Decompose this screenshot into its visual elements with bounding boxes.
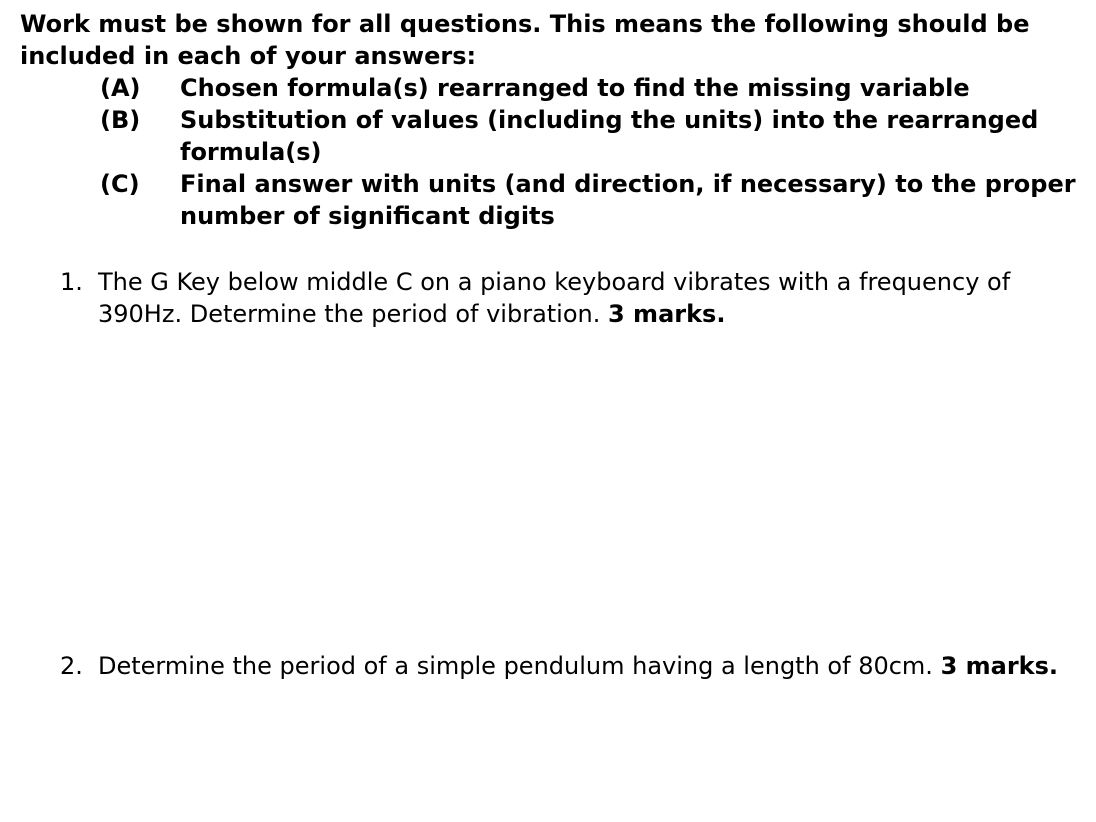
requirement-a <box>20 72 1080 104</box>
question-body <box>98 266 1070 330</box>
requirements-list <box>20 72 1080 232</box>
question-text: Determine the period of a simple pendulum having a length of 80cm. <box>98 652 941 680</box>
requirement-text: Substitution of values (including the units) into the rearranged formula(s) <box>180 106 1039 166</box>
requirement-c <box>20 168 1080 232</box>
question-number: 1. <box>60 268 83 296</box>
question-2 <box>60 650 1070 682</box>
question-number: 2. <box>60 652 83 680</box>
requirement-text: Chosen formula(s) rearranged to find the missing variable <box>180 74 970 102</box>
requirement-letter: (A) <box>100 74 141 102</box>
question-1 <box>60 266 1070 330</box>
requirement-letter: (C) <box>100 170 140 198</box>
instructions-intro: Work must be shown for all questions. This means the following should be included in each of your answers: <box>20 10 1030 70</box>
requirement-text: Final answer with units (and direction, if necessary) to the proper number of significant digits <box>180 170 1076 230</box>
requirement-letter: (B) <box>100 106 141 134</box>
question-marks: 3 marks. <box>940 652 1059 680</box>
requirement-b <box>20 104 1080 168</box>
instructions-block <box>20 8 1080 232</box>
question-body <box>98 650 1070 682</box>
question-marks: 3 marks. <box>608 300 726 328</box>
question-text: The G Key below middle C on a piano keyboard vibrates with a frequency of 390Hz. Determine the period of vibration. <box>98 268 1011 328</box>
